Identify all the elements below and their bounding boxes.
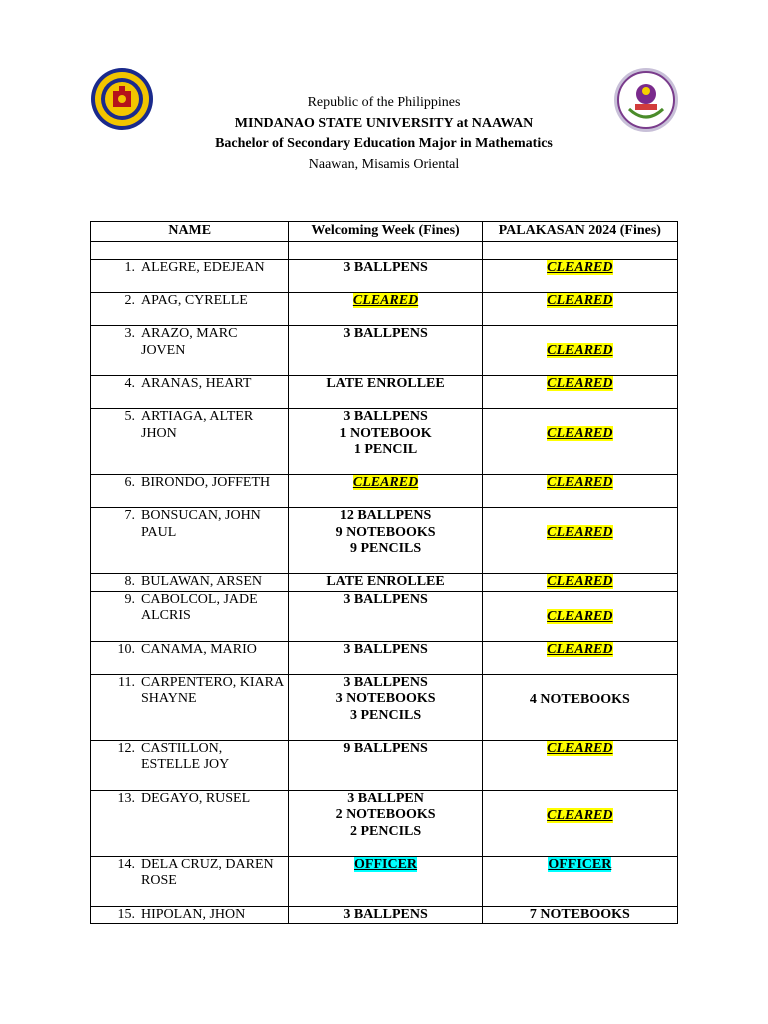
palakasan-fine: CLEARED [547, 475, 613, 490]
welcoming-week-fine: 3 BALLPENS [343, 674, 428, 690]
name-cell [91, 409, 289, 475]
welcoming-week-fine: 3 PENCILS [349, 707, 422, 723]
welcoming-week-fine: 12 BALLPENS [339, 508, 432, 523]
welcoming-week-fine: 3 BALLPEN [347, 790, 424, 806]
student-name: DEGAYO, RUSEL [141, 790, 251, 806]
welcoming-week-fine: 3 BALLPENS [343, 260, 428, 275]
row-number: 7. [124, 508, 135, 523]
palakasan-cell [482, 475, 677, 508]
blank-row [91, 242, 678, 260]
welcoming-week-fine: 1 NOTEBOOK [339, 425, 432, 441]
palakasan-fine: CLEARED [547, 641, 613, 657]
palakasan-cell [482, 790, 677, 856]
welcoming-week-cell [289, 856, 482, 906]
row-number: 14. [117, 856, 135, 872]
student-name: APAG, CYRELLE [141, 293, 248, 308]
welcoming-week-cell [289, 260, 482, 293]
name-cell [91, 293, 289, 326]
republic-line: Republic of the Philippines [307, 95, 461, 110]
palakasan-fine: CLEARED [547, 343, 613, 358]
name-cell [91, 790, 289, 856]
table-row [91, 790, 678, 856]
table-row [91, 591, 678, 641]
table-row [91, 574, 678, 592]
fines-table [90, 221, 678, 924]
row-number: 4. [124, 376, 135, 391]
university-name: MINDANAO STATE UNIVERSITY at NAAWAN [234, 115, 534, 131]
student-name: BONSUCAN, JOHN PAUL [141, 508, 261, 540]
table-row [91, 906, 678, 924]
table-row [91, 293, 678, 326]
row-number: 11. [118, 674, 135, 690]
table-row [91, 376, 678, 409]
row-number: 2. [124, 293, 135, 308]
welcoming-week-cell [289, 790, 482, 856]
student-name: BIRONDO, JOFFETH [141, 475, 271, 490]
welcoming-week-fine: 9 NOTEBOOKS [335, 524, 436, 540]
table-body [91, 260, 678, 924]
palakasan-cell [482, 574, 677, 592]
palakasan-fine: CLEARED [547, 807, 613, 823]
student-name: CABOLCOL, JADE ALCRIS [141, 591, 258, 623]
table-row [91, 260, 678, 293]
name-cell [91, 326, 289, 376]
student-name: DELA CRUZ, DAREN ROSE [141, 856, 274, 888]
palakasan-fine: 4 NOTEBOOKS [529, 691, 630, 707]
palakasan-cell [482, 641, 677, 674]
row-number: 8. [124, 574, 135, 589]
table-row [91, 740, 678, 790]
name-cell [91, 740, 289, 790]
name-cell [91, 906, 289, 924]
palakasan-fine: CLEARED [547, 740, 613, 756]
welcoming-week-fine: 9 PENCILS [349, 541, 422, 556]
welcoming-week-fine: LATE ENROLLEE [326, 574, 445, 589]
palakasan-cell [482, 326, 677, 376]
name-cell [91, 856, 289, 906]
welcoming-week-cell [289, 376, 482, 409]
palakasan-fine: 7 NOTEBOOKS [529, 906, 630, 922]
row-number: 10. [117, 641, 135, 657]
col-header-name: NAME [91, 222, 289, 242]
palakasan-cell [482, 856, 677, 906]
row-number: 13. [117, 790, 135, 806]
program-name: Bachelor of Secondary Education Major in Mathematics [215, 136, 553, 151]
welcoming-week-fine: 3 BALLPENS [343, 591, 428, 607]
palakasan-cell [482, 674, 677, 740]
name-cell [91, 674, 289, 740]
welcoming-week-cell [289, 740, 482, 790]
welcoming-week-cell [289, 508, 482, 574]
table-row [91, 641, 678, 674]
name-cell [91, 591, 289, 641]
student-name: ARAZO, MARC JOVEN [141, 326, 238, 358]
palakasan-fine: CLEARED [547, 574, 613, 589]
location-line: Naawan, Misamis Oriental [308, 156, 460, 172]
welcoming-week-cell [289, 293, 482, 326]
table-row [91, 326, 678, 376]
palakasan-fine: OFFICER [548, 856, 612, 872]
welcoming-week-fine: OFFICER [354, 856, 418, 872]
welcoming-week-fine: 9 BALLPENS [343, 740, 428, 756]
name-cell [91, 574, 289, 592]
palakasan-fine: CLEARED [547, 426, 613, 441]
welcoming-week-fine: CLEARED [352, 293, 419, 308]
palakasan-cell [482, 740, 677, 790]
name-cell [91, 376, 289, 409]
name-cell [91, 641, 289, 674]
palakasan-fine: CLEARED [547, 293, 613, 308]
name-cell [91, 475, 289, 508]
palakasan-fine: CLEARED [547, 525, 613, 540]
welcoming-week-fine: 2 PENCILS [349, 823, 422, 839]
palakasan-cell [482, 591, 677, 641]
student-name: ALEGRE, EDEJEAN [141, 260, 265, 275]
row-number: 3. [124, 326, 135, 341]
student-name: BULAWAN, ARSEN [141, 574, 262, 589]
name-cell [91, 260, 289, 293]
name-cell [91, 508, 289, 574]
student-name: CASTILLON, ESTELLE JOY [141, 740, 230, 772]
welcoming-week-fine: CLEARED [352, 475, 419, 490]
document-header [0, 93, 768, 175]
row-number: 1. [124, 260, 135, 275]
student-name: CARPENTERO, KIARA SHAYNE [141, 674, 284, 706]
table-row [91, 674, 678, 740]
row-number: 6. [124, 475, 135, 490]
student-name: HIPOLAN, JHON [141, 906, 246, 922]
welcoming-week-cell [289, 409, 482, 475]
col-header-welcoming-week: Welcoming Week (Fines) [289, 222, 482, 242]
welcoming-week-cell [289, 641, 482, 674]
welcoming-week-fine: LATE ENROLLEE [326, 376, 445, 391]
welcoming-week-fine: 2 NOTEBOOKS [335, 807, 436, 822]
welcoming-week-cell [289, 326, 482, 376]
row-number: 15. [117, 906, 135, 922]
student-name: ARANAS, HEART [141, 376, 252, 391]
table-row [91, 475, 678, 508]
welcoming-week-cell [289, 574, 482, 592]
palakasan-fine: CLEARED [547, 608, 613, 624]
welcoming-week-fine: 3 BALLPENS [343, 906, 428, 922]
row-number: 5. [124, 409, 135, 424]
table-row [91, 409, 678, 475]
palakasan-cell [482, 409, 677, 475]
welcoming-week-fine: 3 BALLPENS [343, 326, 428, 341]
palakasan-fine: CLEARED [547, 260, 613, 275]
welcoming-week-cell [289, 591, 482, 641]
row-number: 9. [124, 591, 135, 607]
welcoming-week-cell [289, 674, 482, 740]
palakasan-cell [482, 906, 677, 924]
welcoming-week-fine: 3 BALLPENS [343, 641, 428, 657]
palakasan-cell [482, 508, 677, 574]
table-row [91, 856, 678, 906]
table-header-row [91, 222, 678, 242]
welcoming-week-cell [289, 475, 482, 508]
palakasan-cell [482, 260, 677, 293]
palakasan-fine: CLEARED [547, 376, 613, 391]
welcoming-week-cell [289, 906, 482, 924]
palakasan-cell [482, 376, 677, 409]
welcoming-week-fine: 3 BALLPENS [343, 409, 428, 424]
student-name: ARTIAGA, ALTER JHON [141, 409, 254, 441]
col-header-palakasan: PALAKASAN 2024 (Fines) [482, 222, 677, 242]
row-number: 12. [117, 740, 135, 756]
welcoming-week-fine: 3 NOTEBOOKS [335, 691, 436, 706]
table-row [91, 508, 678, 574]
palakasan-cell [482, 293, 677, 326]
student-name: CANAMA, MARIO [141, 641, 257, 657]
welcoming-week-fine: 1 PENCIL [353, 442, 418, 457]
